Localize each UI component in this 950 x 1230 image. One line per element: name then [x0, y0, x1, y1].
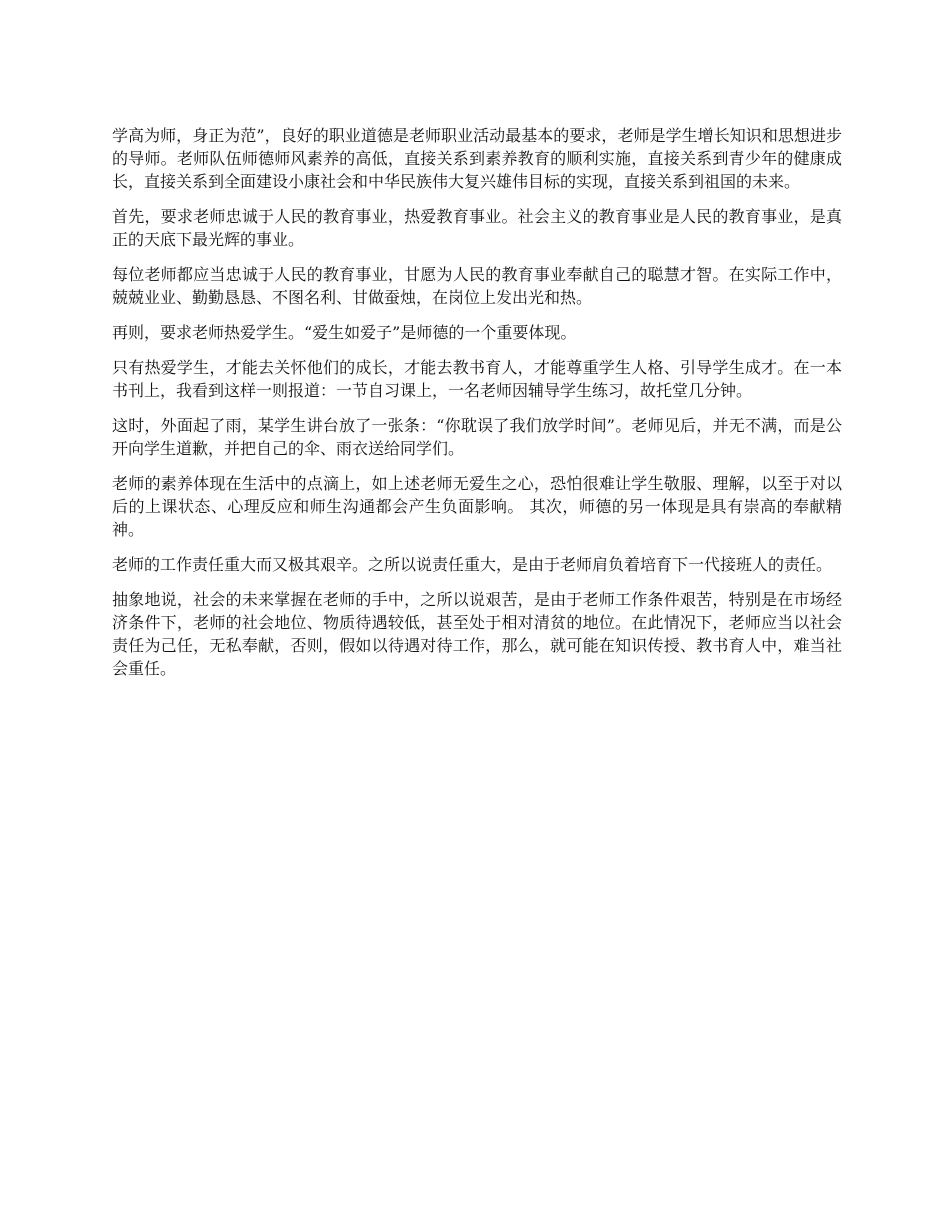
paragraph-9: 抽象地说，社会的未来掌握在老师的手中，之所以说艰苦，是由于老师工作条件艰苦，特别是在市场经济条件下，老师的社会地位、物质待遇较低，甚至处于相对清贫的地位。在此情况下，老师应当以社会责任为己任，无私奉献，否则，假如以待遇对待工作，那么，就可能在知识传授、教书育人中，难当社会重任。 — [112, 590, 842, 678]
document-body — [112, 124, 842, 692]
paragraph-1: 学高为师，身正为范”，良好的职业道德是老师职业活动最基本的要求，老师是学生增长知识和思想进步的导师。老师队伍师德师风素养的高低，直接关系到素养教育的顺利实施，直接关系到青少年的健康成长，直接关系到全面建设小康社会和中华民族伟大复兴雄伟目标的实现，直接关系到祖国的未来。 — [112, 126, 842, 191]
paragraph-5: 只有热爱学生，才能去关怀他们的成长，才能去教书育人，才能尊重学生人格、引导学生成才。在一本书刊上，我看到这样一则报道：一节自习课上，一名老师因辅导学生练习，故托堂几分钟。 — [112, 358, 842, 400]
paragraph-2: 首先，要求老师忠诚于人民的教育事业，热爱教育事业。社会主义的教育事业是人民的教育事业，是真正的天底下最光辉的事业。 — [112, 207, 842, 249]
paragraph-7: 老师的素养体现在生活中的点滴上，如上述老师无爱生之心，恐怕很难让学生敬服、理解，以至于对以后的上课状态、心理反应和师生沟通都会产生负面影响。 其次，师德的另一体现是具有崇高的奉献精神。 — [112, 474, 842, 539]
paragraph-3: 每位老师都应当忠诚于人民的教育事业，甘愿为人民的教育事业奉献自己的聪慧才智。在实际工作中，兢兢业业、勤勤恳恳、不图名利、甘做蚕烛，在岗位上发出光和热。 — [112, 265, 842, 307]
paragraph-8: 老师的工作责任重大而又极其艰辛。之所以说责任重大，是由于老师肩负着培育下一代接班人的责任。 — [112, 555, 833, 574]
paragraph-6: 这时，外面起了雨，某学生讲台放了一张条：“你耽误了我们放学时间”。老师见后，并无不满，而是公开向学生道歉，并把自己的伞、雨衣送给同学们。 — [112, 416, 842, 458]
paragraph-4: 再则，要求老师热爱学生。“爱生如爱子”是师德的一个重要体现。 — [112, 323, 577, 342]
